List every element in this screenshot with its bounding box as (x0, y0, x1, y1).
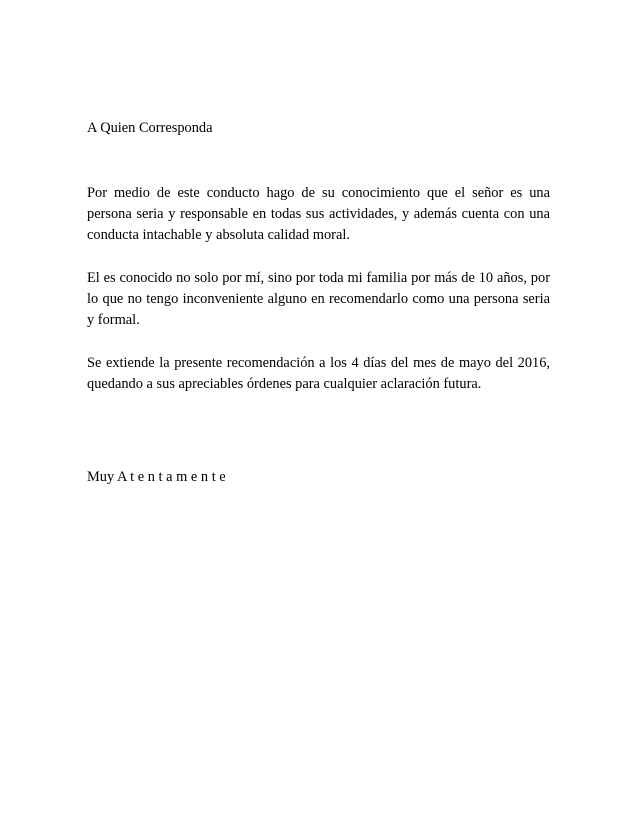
letter-paragraph-3: Se extiende la presente recomendación a los 4 días del mes de mayo del 2016, quedando a sus apreciables órdenes para cualquier aclaración futura. (87, 355, 550, 392)
letter-closing: Muy A t e n t a m e n t e (87, 469, 226, 485)
letter-greeting: A Quien Corresponda (87, 120, 213, 136)
letter-paragraph-1: Por medio de este conducto hago de su conocimiento que el señor es una persona seria y responsable en todas sus actividades, y además cuenta con una conducta intachable y absoluta calidad moral. (87, 185, 550, 243)
letter-paragraph-2: El es conocido no solo por mí, sino por toda mi familia por más de 10 años, por lo que no tengo inconveniente alguno en recomendarlo como una persona seria y formal. (87, 270, 550, 328)
